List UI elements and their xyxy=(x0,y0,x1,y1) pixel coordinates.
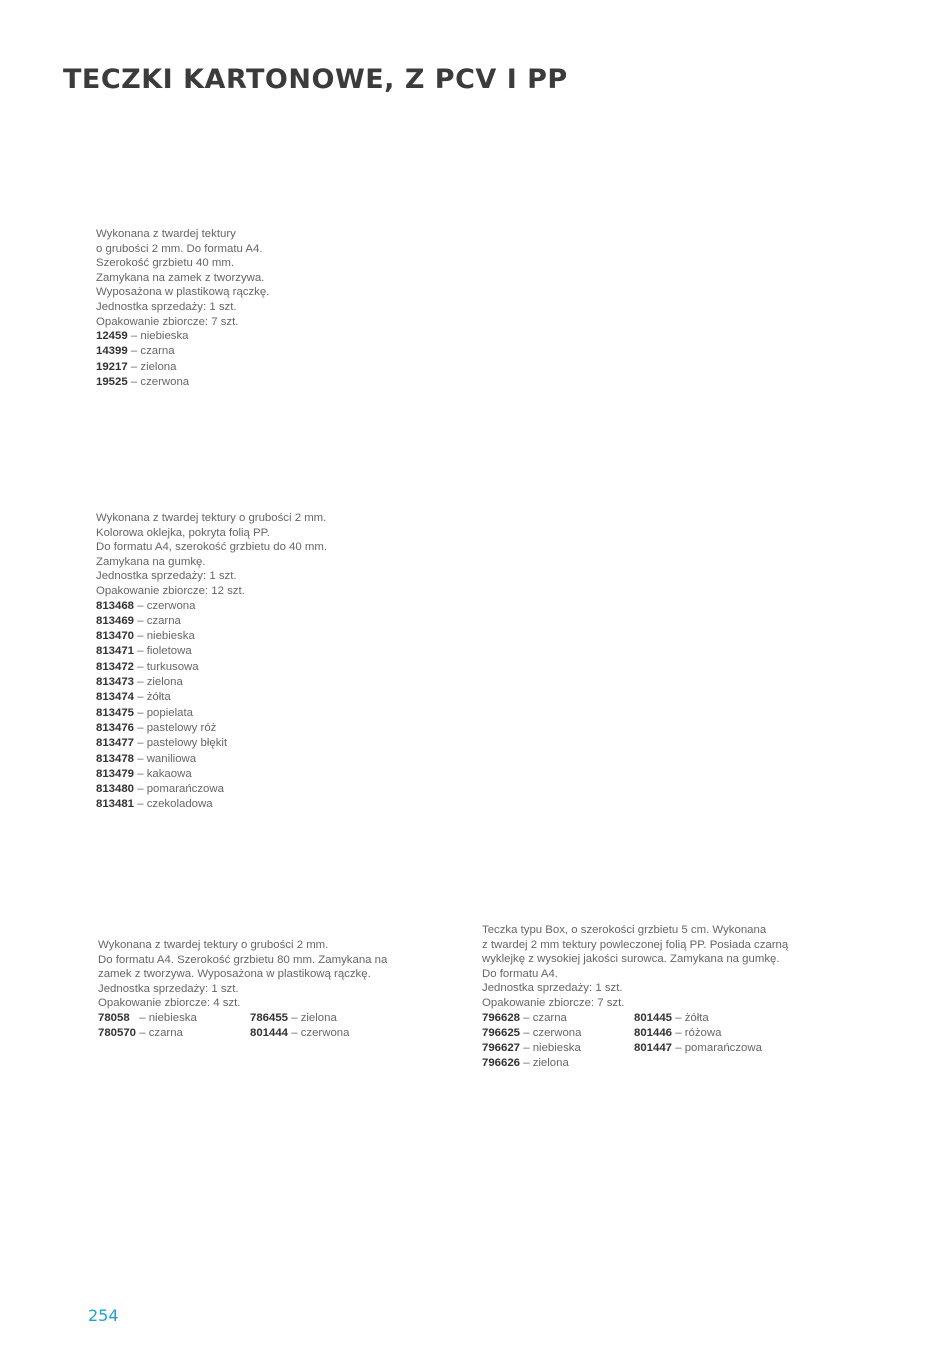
separator: – xyxy=(137,691,144,704)
product-variant xyxy=(96,797,327,812)
product-code: 796626 xyxy=(482,1057,521,1070)
product-code: 813481 xyxy=(96,798,135,811)
separator: – xyxy=(130,330,138,343)
product-color: kakaowa xyxy=(146,767,192,780)
separator: – xyxy=(130,345,138,358)
product-color: niebieska xyxy=(148,1011,197,1024)
product-variant xyxy=(96,644,327,659)
product-variant xyxy=(482,1041,634,1056)
product-variant xyxy=(96,599,327,614)
variant-column xyxy=(98,1011,250,1041)
product-variant xyxy=(96,375,269,390)
product-code: 813477 xyxy=(96,737,135,750)
product-variant xyxy=(250,1026,349,1041)
product-code: 813469 xyxy=(96,614,135,627)
product-color: zielona xyxy=(300,1011,337,1024)
product-code: 813468 xyxy=(96,599,135,612)
product-color: waniliowa xyxy=(146,752,197,765)
product-description xyxy=(482,923,788,1011)
separator: – xyxy=(137,752,144,765)
product-code: 801447 xyxy=(634,1041,673,1054)
description-line: Kolorowa oklejka, pokryta folią PP. xyxy=(96,526,270,539)
description-line: Wykonana z twardej tektury o grubości 2 mm. xyxy=(96,512,327,524)
product-variant-list xyxy=(96,329,269,390)
product-color: popielata xyxy=(146,706,193,719)
product-color: niebieska xyxy=(532,1041,581,1054)
description-line: Do formatu A4. xyxy=(482,967,558,980)
separator: – xyxy=(523,1041,530,1054)
product-block-3 xyxy=(98,938,387,1041)
product-variant xyxy=(96,721,327,736)
product-color: fioletowa xyxy=(146,645,192,658)
product-code: 813476 xyxy=(96,721,135,734)
separator: – xyxy=(675,1026,682,1039)
product-variant-list xyxy=(96,599,327,813)
product-color: czarna xyxy=(532,1011,567,1024)
product-color: różowa xyxy=(684,1026,722,1039)
separator: – xyxy=(523,1057,530,1070)
product-code: 813472 xyxy=(96,660,135,673)
separator: – xyxy=(137,614,144,627)
separator: – xyxy=(137,798,144,811)
product-variant xyxy=(482,1056,634,1071)
product-code: 14399 xyxy=(96,345,128,358)
description-line: Opakowanie zbiorcze: 7 szt. xyxy=(482,996,625,1009)
product-code: 796627 xyxy=(482,1041,521,1054)
variant-column xyxy=(482,1011,634,1072)
product-variant xyxy=(250,1011,349,1026)
description-line: Zamykana na zamek z tworzywa. xyxy=(96,271,265,284)
description-line: Jednostka sprzedaży: 1 szt. xyxy=(96,300,237,313)
product-variant xyxy=(482,1026,634,1041)
product-variant xyxy=(96,629,327,644)
product-description xyxy=(96,511,327,599)
separator: – xyxy=(139,1011,146,1024)
separator: – xyxy=(291,1027,298,1040)
separator: – xyxy=(137,630,144,643)
product-description xyxy=(96,227,269,329)
product-color: czerwona xyxy=(146,599,196,612)
product-code: 813473 xyxy=(96,676,135,689)
description-line: Opakowanie zbiorcze: 12 szt. xyxy=(96,584,245,597)
product-code: 19217 xyxy=(96,360,128,373)
product-color: czarna xyxy=(140,345,175,358)
product-variant xyxy=(96,360,269,375)
product-variant xyxy=(96,767,327,782)
product-variant xyxy=(96,706,327,721)
product-variant xyxy=(96,660,327,675)
product-code: 801444 xyxy=(250,1027,289,1040)
product-color: zielona xyxy=(532,1057,569,1070)
product-variant xyxy=(634,1011,762,1026)
product-variant xyxy=(96,752,327,767)
description-line: zamek z tworzywa. Wyposażona w plastikową rączkę. xyxy=(98,968,371,981)
product-code: 796625 xyxy=(482,1026,521,1039)
product-code: 801445 xyxy=(634,1011,673,1024)
product-code: 813471 xyxy=(96,645,135,658)
description-line: Jednostka sprzedaży: 1 szt. xyxy=(98,982,239,995)
product-variant xyxy=(96,614,327,629)
product-variant xyxy=(98,1011,250,1026)
description-line: z twardej 2 mm tektury powleczonej folią PP. Posiada czarną xyxy=(482,938,789,951)
product-code: 796628 xyxy=(482,1011,521,1024)
product-variant-list xyxy=(98,1011,387,1041)
product-block-4 xyxy=(482,923,788,1071)
product-variant xyxy=(96,782,327,797)
product-code: 813474 xyxy=(96,691,135,704)
product-color: pastelowy róż xyxy=(146,721,217,734)
product-code: 19525 xyxy=(96,375,128,388)
product-color: czerwona xyxy=(140,375,190,388)
separator: – xyxy=(139,1027,146,1040)
product-color: żółta xyxy=(146,691,171,704)
separator: – xyxy=(523,1026,530,1039)
separator: – xyxy=(523,1011,530,1024)
product-variant xyxy=(96,675,327,690)
product-color: pastelowy błękit xyxy=(146,737,228,750)
separator: – xyxy=(137,721,144,734)
product-block-1 xyxy=(96,227,269,390)
product-variant xyxy=(96,736,327,751)
separator: – xyxy=(137,783,144,796)
product-code: 813478 xyxy=(96,752,135,765)
separator: – xyxy=(291,1011,298,1024)
product-variant xyxy=(98,1026,250,1041)
product-color: zielona xyxy=(140,360,177,373)
product-code: 813475 xyxy=(96,706,135,719)
product-variant-list xyxy=(482,1011,788,1072)
product-variant xyxy=(96,329,269,344)
description-line: Do formatu A4. Szerokość grzbietu 80 mm. Zamykana na xyxy=(98,953,388,966)
description-line: Do formatu A4, szerokość grzbietu do 40 mm. xyxy=(96,541,328,554)
separator: – xyxy=(675,1011,682,1024)
description-line: Wyposażona w plastikową rączkę. xyxy=(96,286,270,299)
separator: – xyxy=(137,645,144,658)
product-code: 78058 xyxy=(98,1011,130,1024)
separator: – xyxy=(137,706,144,719)
product-code: 813480 xyxy=(96,783,135,796)
product-color: czerwona xyxy=(532,1026,582,1039)
product-color: czerwona xyxy=(300,1027,350,1040)
product-code: 780570 xyxy=(98,1027,137,1040)
separator: – xyxy=(137,767,144,780)
description-line: Wykonana z twardej tektury o grubości 2 mm. xyxy=(98,939,329,951)
product-code: 813479 xyxy=(96,767,135,780)
description-line: Zamykana na gumkę. xyxy=(96,555,206,568)
description-line: Szerokość grzbietu 40 mm. xyxy=(96,257,235,270)
product-code: 786455 xyxy=(250,1011,289,1024)
product-color: turkusowa xyxy=(146,660,199,673)
product-code: 813470 xyxy=(96,630,135,643)
separator: – xyxy=(137,599,144,612)
description-line: Opakowanie zbiorcze: 7 szt. xyxy=(96,315,239,328)
description-line: Opakowanie zbiorcze: 4 szt. xyxy=(98,997,241,1010)
product-variant xyxy=(96,344,269,359)
separator: – xyxy=(137,676,144,689)
description-line: Teczka typu Box, o szerokości grzbietu 5 cm. Wykonana xyxy=(482,924,767,936)
product-block-2 xyxy=(96,511,327,813)
product-variant xyxy=(482,1011,634,1026)
separator: – xyxy=(137,660,144,673)
product-code: 801446 xyxy=(634,1026,673,1039)
separator: – xyxy=(675,1041,682,1054)
product-color: niebieska xyxy=(140,330,189,343)
product-variant xyxy=(96,690,327,705)
product-variant xyxy=(634,1026,762,1041)
product-color: czekoladowa xyxy=(146,798,213,811)
product-color: czarna xyxy=(148,1027,183,1040)
product-color: niebieska xyxy=(146,630,195,643)
separator: – xyxy=(130,375,138,388)
separator: – xyxy=(130,360,138,373)
product-color: pomarańczowa xyxy=(146,783,224,796)
description-line: Jednostka sprzedaży: 1 szt. xyxy=(482,982,623,995)
page-title: TECZKI KARTONOWE, Z PCV I PP xyxy=(63,64,568,95)
description-line: o grubości 2 mm. Do formatu A4. xyxy=(96,242,263,255)
description-line: Jednostka sprzedaży: 1 szt. xyxy=(96,570,237,583)
variant-column xyxy=(634,1011,762,1072)
description-line: Wykonana z twardej tektury xyxy=(96,228,236,240)
separator: – xyxy=(137,737,144,750)
product-color: czarna xyxy=(146,614,181,627)
product-code: 12459 xyxy=(96,330,128,343)
product-color: zielona xyxy=(146,676,183,689)
product-description xyxy=(98,938,387,1011)
product-color: żółta xyxy=(684,1011,709,1024)
variant-column xyxy=(250,1011,349,1041)
page-number: 254 xyxy=(88,1306,119,1325)
product-variant xyxy=(634,1041,762,1056)
description-line: wyklejkę z wysokiej jakości surowca. Zamykana na gumkę. xyxy=(482,953,780,966)
product-color: pomarańczowa xyxy=(684,1041,762,1054)
